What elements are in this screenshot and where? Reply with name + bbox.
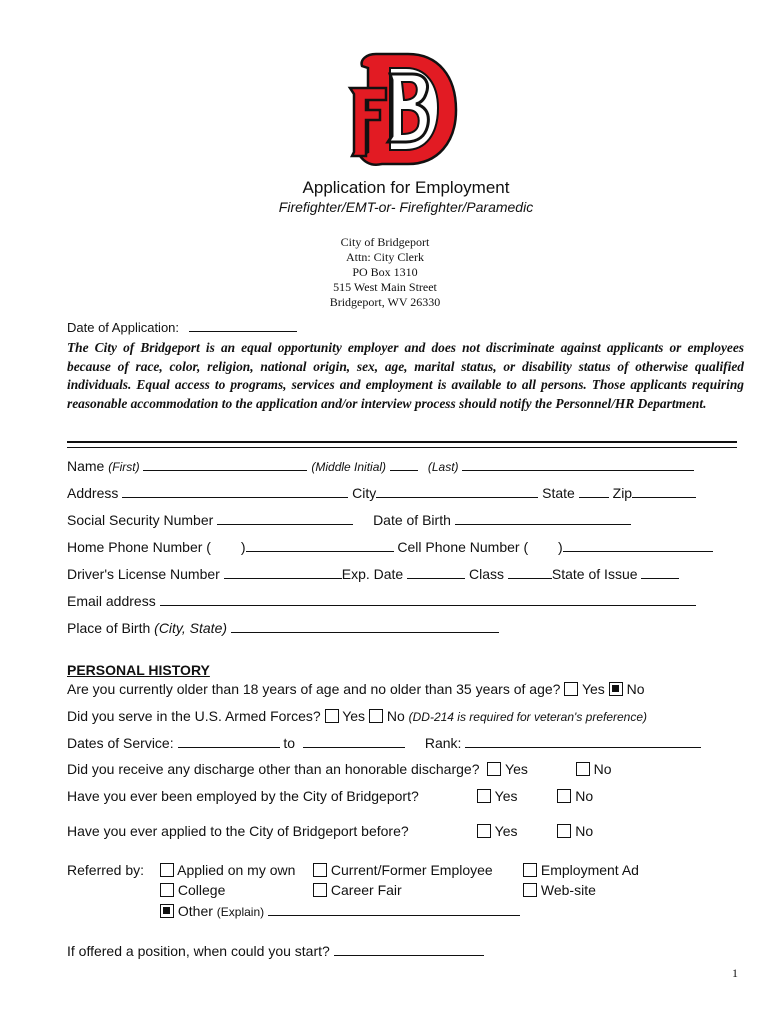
military-no-label: No — [386, 708, 405, 724]
address-label: Address — [67, 485, 119, 501]
exp-date-field[interactable] — [407, 565, 465, 579]
start-date-question: If offered a position, when could you start? — [67, 943, 330, 959]
discharge-question-row — [67, 761, 612, 777]
rank-label: Rank: — [424, 735, 462, 751]
referral-website — [523, 882, 596, 898]
referral-applied-own-checkbox[interactable] — [160, 863, 174, 877]
applied-yes-checkbox[interactable] — [477, 824, 491, 838]
employed-question: Have you ever been employed by the City of Bridgeport? — [67, 788, 419, 804]
ssn-row — [67, 511, 631, 528]
state-of-issue-label: State of Issue — [551, 566, 638, 582]
address-line-5: Bridgeport, WV 26330 — [329, 295, 441, 309]
military-no-checkbox[interactable] — [369, 709, 383, 723]
age-no-checkbox[interactable] — [609, 682, 623, 696]
date-of-application-row — [67, 318, 297, 335]
referral-website-label: Web-site — [540, 882, 596, 898]
personal-history-heading: PERSONAL HISTORY — [67, 662, 210, 678]
referral-website-checkbox[interactable] — [523, 883, 537, 897]
home-phone-field[interactable] — [246, 538, 394, 552]
last-name-field[interactable] — [462, 457, 694, 471]
divider-thick — [67, 441, 737, 443]
cell-phone-label: Cell Phone Number ( — [397, 539, 529, 555]
discharge-yes-label: Yes — [505, 761, 528, 777]
document-title: Application for Employment — [302, 178, 510, 197]
zip-field[interactable] — [632, 484, 696, 498]
bridgeport-fire-department-logo — [346, 48, 460, 170]
age-question-row — [67, 681, 645, 697]
start-date-row — [67, 942, 484, 959]
referral-career-fair-checkbox[interactable] — [313, 883, 327, 897]
discharge-yes-checkbox[interactable] — [487, 762, 501, 776]
referral-college — [160, 882, 225, 898]
referral-other — [160, 902, 520, 919]
place-of-birth-field[interactable] — [231, 619, 499, 633]
address-line-2: Attn: City Clerk — [346, 250, 424, 264]
state-field[interactable] — [579, 484, 609, 498]
address-field[interactable] — [122, 484, 348, 498]
dob-label: Date of Birth — [373, 512, 451, 528]
cell-phone-paren: ) — [558, 539, 563, 555]
state-label: State — [542, 485, 575, 501]
state-of-issue-field[interactable] — [641, 565, 679, 579]
referral-applied-own — [160, 862, 295, 878]
dd214-note: (DD-214 is required for veteran's preference) — [408, 710, 648, 724]
first-name-hint: (First) — [108, 460, 140, 474]
employed-yes-label: Yes — [494, 788, 518, 804]
discharge-no-label: No — [593, 761, 612, 777]
military-yes-label: Yes — [342, 708, 366, 724]
license-row — [67, 565, 679, 582]
license-label: Driver's License Number — [67, 566, 220, 582]
cell-phone-field[interactable] — [563, 538, 713, 552]
date-of-application-label: Date of Application: — [67, 320, 180, 335]
applied-no-checkbox[interactable] — [557, 824, 571, 838]
referral-employment-ad-label: Employment Ad — [540, 862, 639, 878]
age-yes-label: Yes — [581, 681, 605, 697]
phone-row — [67, 538, 713, 555]
home-phone-paren: ) — [240, 539, 246, 555]
address-line-1: City of Bridgeport — [340, 235, 430, 249]
city-field[interactable] — [376, 484, 538, 498]
employed-question-row — [67, 788, 419, 804]
military-question: Did you serve in the U.S. Armed Forces? — [67, 708, 321, 724]
referral-career-fair-label: Career Fair — [330, 882, 402, 898]
referred-by-label: Referred by: — [67, 862, 145, 878]
dates-of-service-label: Dates of Service: — [67, 735, 174, 751]
age-no-label: No — [626, 681, 645, 697]
discharge-no-checkbox[interactable] — [576, 762, 590, 776]
home-phone-label: Home Phone Number ( — [67, 539, 211, 555]
class-label: Class — [469, 566, 505, 582]
document-subtitle: Firefighter/EMT-or- Firefighter/Paramedic — [278, 199, 534, 215]
email-row — [67, 592, 696, 609]
start-date-field[interactable] — [334, 942, 484, 956]
referral-other-label: Other — [177, 903, 213, 919]
age-yes-checkbox[interactable] — [564, 682, 578, 696]
place-of-birth-row — [67, 619, 499, 636]
applied-answers — [477, 823, 593, 839]
applied-question: Have you ever applied to the City of Bridgeport before? — [67, 823, 409, 839]
email-label: Email address — [67, 593, 156, 609]
employed-no-checkbox[interactable] — [557, 789, 571, 803]
military-question-row — [67, 708, 647, 724]
ssn-field[interactable] — [217, 511, 353, 525]
referral-applied-own-label: Applied on my own — [177, 862, 296, 878]
first-name-field[interactable] — [143, 457, 307, 471]
page-number: 1 — [732, 966, 738, 980]
referral-employee — [313, 862, 493, 878]
dates-of-service-row — [67, 734, 701, 751]
divider-thin — [67, 447, 737, 448]
applied-question-row — [67, 823, 409, 839]
referral-explain-hint: (Explain) — [216, 905, 265, 919]
place-of-birth-hint: (City, State) — [154, 620, 228, 636]
military-yes-checkbox[interactable] — [325, 709, 339, 723]
discharge-question: Did you receive any discharge other than an honorable discharge? — [67, 761, 480, 777]
referral-employment-ad-checkbox[interactable] — [523, 863, 537, 877]
service-end-field[interactable] — [303, 734, 405, 748]
middle-initial-hint: (Middle Initial) — [311, 460, 387, 474]
applied-no-label: No — [575, 823, 594, 839]
applied-yes-label: Yes — [494, 823, 518, 839]
class-field[interactable] — [508, 565, 552, 579]
referral-college-checkbox[interactable] — [160, 883, 174, 897]
dob-field[interactable] — [455, 511, 631, 525]
address-row — [67, 484, 696, 501]
exp-date-label: Exp. Date — [341, 566, 404, 582]
email-field[interactable] — [160, 592, 696, 606]
date-of-application-field[interactable] — [189, 318, 297, 332]
referral-other-checkbox[interactable] — [160, 904, 174, 918]
city-label: City — [352, 485, 377, 501]
last-name-hint: (Last) — [427, 460, 459, 474]
ssn-label: Social Security Number — [67, 512, 214, 528]
license-field[interactable] — [224, 565, 342, 579]
middle-initial-field[interactable] — [390, 457, 418, 471]
address-line-3: PO Box 1310 — [352, 265, 418, 279]
referral-employment-ad — [523, 862, 639, 878]
age-question: Are you currently older than 18 years of age and no older than 35 years of age? — [67, 681, 561, 697]
zip-label: Zip — [612, 485, 633, 501]
referral-explain-field[interactable] — [268, 902, 520, 916]
referral-employee-label: Current/Former Employee — [330, 862, 493, 878]
employed-answers — [477, 788, 593, 804]
employed-yes-checkbox[interactable] — [477, 789, 491, 803]
name-row — [67, 457, 694, 474]
address-line-4: 515 West Main Street — [333, 280, 437, 294]
to-label: to — [283, 735, 296, 751]
referral-employee-checkbox[interactable] — [313, 863, 327, 877]
rank-field[interactable] — [465, 734, 701, 748]
referral-college-label: College — [177, 882, 226, 898]
service-start-field[interactable] — [178, 734, 280, 748]
place-of-birth-label: Place of Birth — [67, 620, 151, 636]
employed-no-label: No — [575, 788, 594, 804]
referral-career-fair — [313, 882, 402, 898]
name-label: Name — [67, 458, 105, 474]
eeo-statement: The City of Bridgeport is an equal opportunity employer and does not discriminate against applicants or employees because of race, color, religion, national origin, sex, age, marital status, or disability status of otherwise qualified individuals. Equal access to programs, services and employment is available to all persons. Those applicants requiring reasonable accommodation to the application and/or interview process should notify the Personnel/HR Department. — [67, 340, 744, 411]
